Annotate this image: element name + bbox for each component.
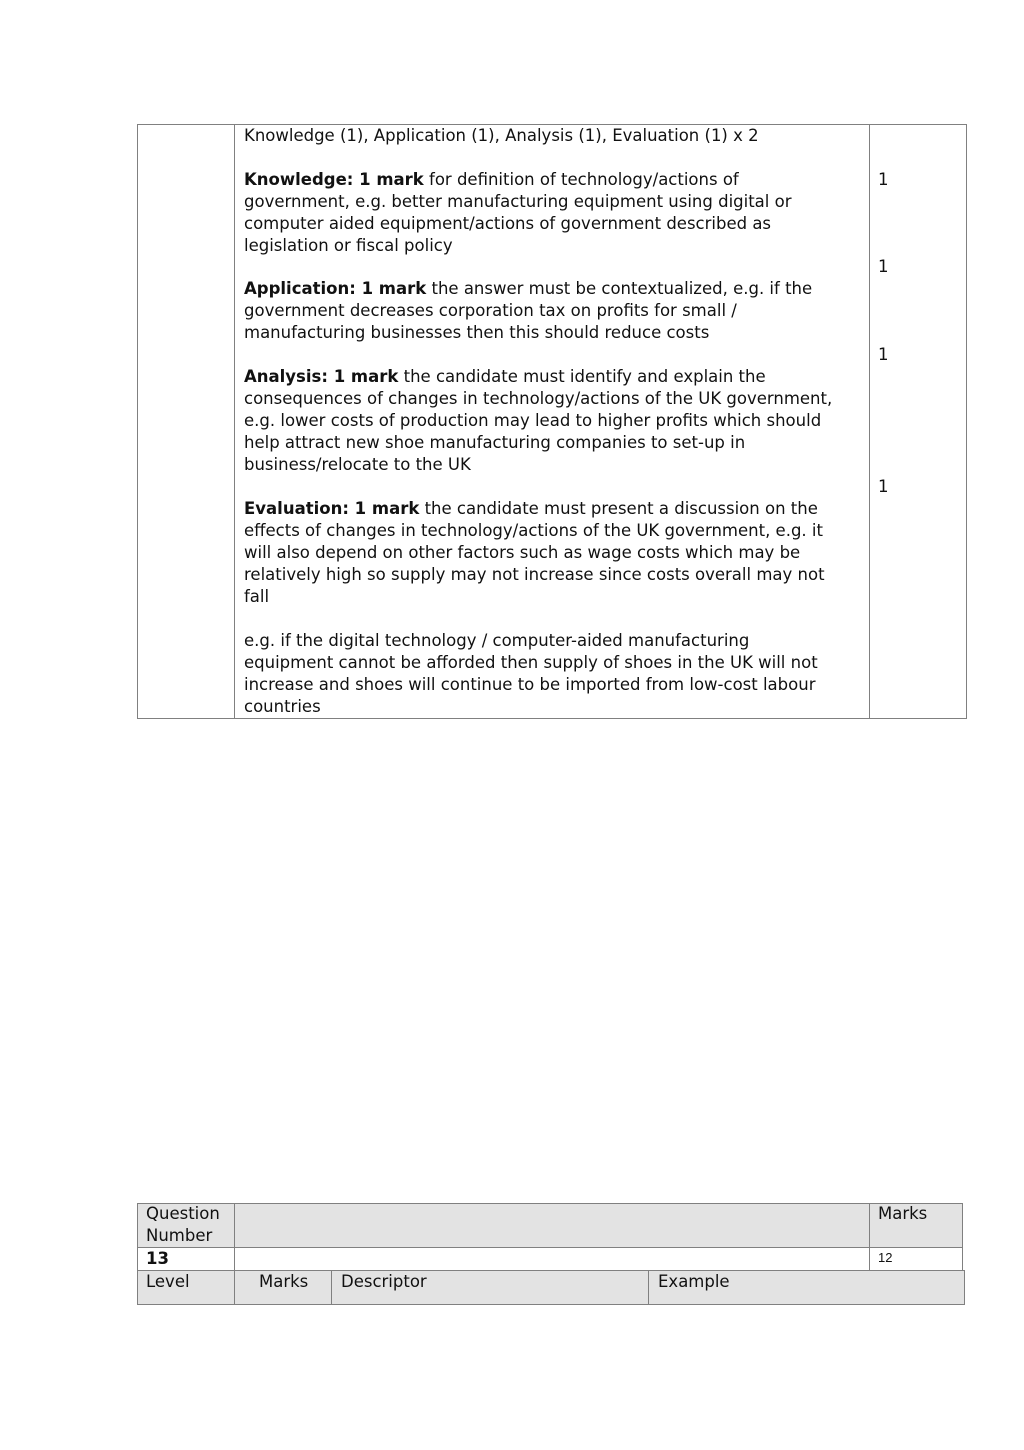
question-number: 13	[146, 1249, 169, 1268]
question-number-header: Question Number	[146, 1204, 220, 1245]
application-text: the answer must be contextualized, e.g. if the	[426, 279, 813, 298]
evaluation-criterion	[244, 498, 864, 608]
knowledge-criterion	[244, 169, 864, 257]
analysis-label: Analysis: 1 mark	[244, 367, 399, 386]
application-text: manufacturing businesses then this should reduce costs	[244, 323, 710, 342]
evaluation-mark: 1	[878, 477, 889, 496]
example-text: countries	[244, 697, 321, 716]
evaluation-text: effects of changes in technology/actions of the UK government, e.g. it	[244, 521, 823, 540]
knowledge-text: government, e.g. better manufacturing equipment using digital or	[244, 192, 792, 211]
example-text: increase and shoes will continue to be imported from low-cost labour	[244, 675, 816, 694]
analysis-mark: 1	[878, 345, 889, 364]
evaluation-text: will also depend on other factors such as wage costs which may be	[244, 543, 801, 562]
example-column-header: Example	[658, 1272, 730, 1291]
analysis-text: e.g. lower costs of production may lead to higher profits which should	[244, 411, 822, 430]
example-text: equipment cannot be afforded then supply of shoes in the UK will not	[244, 653, 818, 672]
criteria-summary: Knowledge (1), Application (1), Analysis (1), Evaluation (1) x 2	[244, 126, 759, 145]
marks-column-header: Marks	[259, 1272, 309, 1291]
evaluation-text: the candidate must present a discussion on the	[419, 499, 818, 518]
analysis-text: consequences of changes in technology/actions of the UK government,	[244, 389, 833, 408]
level-column-header: Level	[146, 1272, 190, 1291]
application-text: government decreases corporation tax on profits for small /	[244, 301, 737, 320]
evaluation-text: relatively high so supply may not increase since costs overall may not	[244, 565, 825, 584]
marks-header: Marks	[878, 1204, 928, 1223]
knowledge-label: Knowledge: 1 mark	[244, 170, 424, 189]
knowledge-mark: 1	[878, 170, 889, 189]
knowledge-text: legislation or fiscal policy	[244, 236, 453, 255]
analysis-text: the candidate must identify and explain the	[398, 367, 766, 386]
knowledge-text: for definition of technology/actions of	[423, 170, 739, 189]
total-marks: 12	[878, 1250, 893, 1265]
knowledge-text: computer aided equipment/actions of government described as	[244, 214, 772, 233]
analysis-text: business/relocate to the UK	[244, 455, 471, 474]
descriptor-column-header: Descriptor	[341, 1272, 427, 1291]
application-mark: 1	[878, 257, 889, 276]
evaluation-label: Evaluation: 1 mark	[244, 499, 420, 518]
example-text: e.g. if the digital technology / computer-aided manufacturing	[244, 631, 750, 650]
application-criterion	[244, 278, 864, 344]
example-paragraph	[244, 630, 864, 718]
application-label: Application: 1 mark	[244, 279, 427, 298]
analysis-text: help attract new shoe manufacturing companies to set-up in	[244, 433, 746, 452]
analysis-criterion	[244, 366, 864, 476]
evaluation-text: fall	[244, 587, 270, 606]
